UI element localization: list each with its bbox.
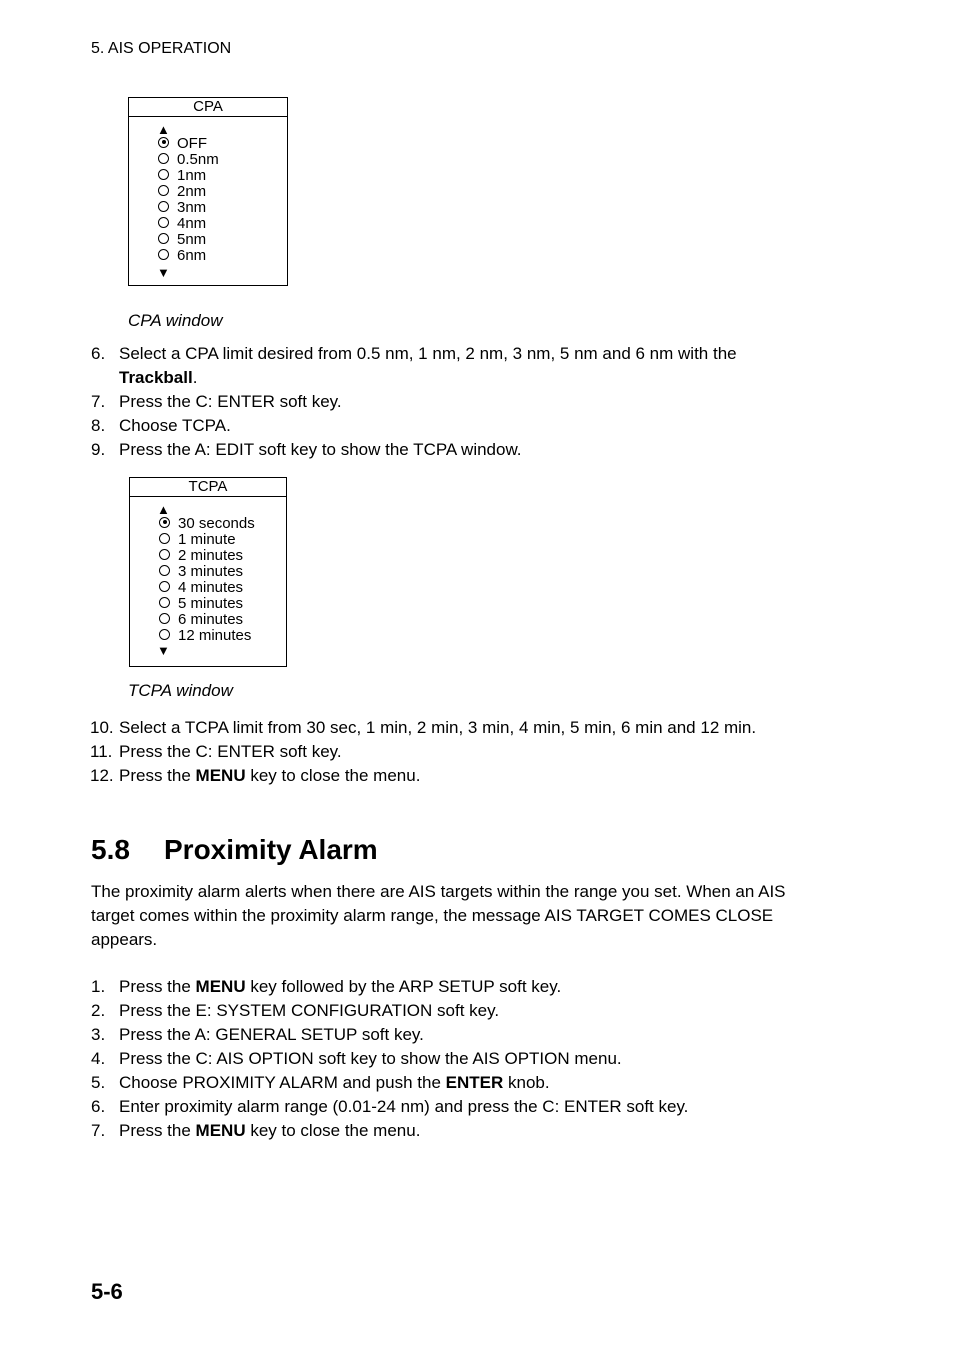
cpa-option-label: 4nm — [177, 215, 207, 232]
radio-unselected-icon[interactable] — [159, 597, 170, 608]
radio-unselected-icon[interactable] — [158, 153, 169, 164]
step-text: Press the A: GENERAL SETUP soft key. — [119, 1025, 424, 1044]
radio-selected-icon[interactable] — [159, 517, 170, 528]
step-text: Press the E: SYSTEM CONFIGURATION soft key. — [119, 1001, 500, 1020]
step-emphasis: MENU — [195, 766, 246, 785]
radio-unselected-icon[interactable] — [159, 581, 170, 592]
cpa-option-label: 1nm — [177, 167, 207, 184]
step-text: Press the — [119, 977, 196, 996]
step-item — [91, 342, 811, 390]
step-text: Press the C: AIS OPTION soft key to show the AIS OPTION menu. — [119, 1049, 622, 1068]
step-item — [91, 414, 811, 438]
step-item — [91, 438, 811, 462]
cpa-option[interactable] — [158, 168, 206, 184]
step-text: Choose PROXIMITY ALARM and push the — [119, 1073, 446, 1092]
section-intro: The proximity alarm alerts when there are AIS targets within the range you set. When an AIS target comes within the proximity alarm range, the message AIS TARGET COMES CLOSE appears. — [91, 882, 786, 949]
radio-unselected-icon[interactable] — [159, 549, 170, 560]
cpa-option-label: 0.5nm — [177, 151, 219, 168]
radio-unselected-icon[interactable] — [158, 201, 169, 212]
cpa-option[interactable] — [158, 184, 206, 200]
cpa-option-label: 6nm — [177, 247, 207, 264]
radio-unselected-icon[interactable] — [158, 233, 169, 244]
step-number: 7. — [91, 392, 106, 411]
step-text: Press the — [119, 766, 196, 785]
radio-unselected-icon[interactable] — [159, 565, 170, 576]
step-item — [91, 740, 851, 764]
radio-unselected-icon[interactable] — [159, 533, 170, 544]
cpa-window-caption: CPA window — [128, 311, 223, 330]
cpa-option[interactable] — [158, 232, 206, 248]
step-number: 12. — [90, 766, 114, 785]
step-text: . — [192, 368, 198, 387]
step-emphasis: Trackball — [119, 368, 193, 387]
tcpa-option[interactable] — [159, 532, 236, 548]
tcpa-option[interactable] — [159, 564, 243, 580]
scroll-up-arrow-icon[interactable]: ▲ — [157, 502, 170, 517]
cpa-option[interactable] — [158, 248, 206, 264]
step-text: Select a TCPA limit from 30 sec, 1 min, 2 min, 3 min, 4 min, 5 min, 6 min and 12 min. — [119, 718, 757, 737]
section-number: 5.8 — [91, 834, 130, 865]
step-text: Press the — [119, 1121, 196, 1140]
step-text: Press the C: ENTER soft key. — [119, 392, 342, 411]
radio-selected-icon[interactable] — [158, 137, 169, 148]
tcpa-window-caption: TCPA window — [128, 681, 233, 700]
tcpa-option-label: 3 minutes — [178, 563, 244, 580]
step-item — [91, 1119, 851, 1143]
step-number: 11. — [90, 742, 113, 761]
tcpa-option-label: 30 seconds — [178, 515, 255, 532]
running-header: 5. AIS OPERATION — [91, 40, 232, 57]
step-number: 1. — [91, 977, 106, 996]
radio-unselected-icon[interactable] — [159, 629, 170, 640]
steps-list-a — [91, 342, 811, 462]
cpa-option[interactable] — [158, 200, 206, 216]
tcpa-option[interactable] — [159, 628, 251, 644]
step-item — [91, 1023, 851, 1047]
cpa-option-label: OFF — [177, 135, 207, 152]
step-item — [91, 716, 851, 740]
tcpa-option-label: 12 minutes — [178, 627, 252, 644]
step-text: knob. — [503, 1073, 550, 1092]
scroll-down-arrow-icon[interactable]: ▼ — [157, 265, 170, 280]
step-text: Select a CPA limit desired from 0.5 nm, 1 nm, 2 nm, 3 nm, 5 nm and 6 nm with the — [119, 344, 737, 363]
tcpa-option-label: 5 minutes — [178, 595, 244, 612]
tcpa-option-label: 1 minute — [178, 531, 236, 548]
step-number: 5. — [91, 1073, 106, 1092]
cpa-option[interactable] — [158, 136, 207, 152]
radio-unselected-icon[interactable] — [159, 613, 170, 624]
step-item — [91, 1095, 851, 1119]
step-item — [91, 390, 811, 414]
cpa-option-label: 3nm — [177, 199, 207, 216]
tcpa-option[interactable] — [159, 612, 243, 628]
step-text: key to close the menu. — [245, 766, 421, 785]
page-number: 5-6 — [91, 1279, 123, 1304]
tcpa-option[interactable] — [159, 596, 243, 612]
step-number: 8. — [91, 416, 106, 435]
step-number: 2. — [91, 1001, 106, 1020]
tcpa-window — [129, 477, 287, 667]
step-emphasis: MENU — [195, 1121, 246, 1140]
step-text: Enter proximity alarm range (0.01-24 nm) and press the C: ENTER soft key. — [119, 1097, 689, 1116]
step-text: key to close the menu. — [245, 1121, 421, 1140]
step-item — [91, 1047, 851, 1071]
radio-unselected-icon[interactable] — [158, 169, 169, 180]
cpa-window — [128, 97, 288, 286]
cpa-option[interactable] — [158, 216, 206, 232]
step-text: Press the C: ENTER soft key. — [119, 742, 342, 761]
cpa-window-title: CPA — [129, 98, 287, 117]
scroll-down-arrow-icon[interactable]: ▼ — [157, 643, 170, 658]
tcpa-window-title: TCPA — [130, 478, 286, 497]
step-text: Press the A: EDIT soft key to show the TCPA window. — [119, 440, 522, 459]
step-emphasis: MENU — [195, 977, 246, 996]
tcpa-option[interactable] — [159, 516, 255, 532]
cpa-option[interactable] — [158, 152, 219, 168]
step-text: Choose TCPA. — [119, 416, 231, 435]
step-text: key followed by the ARP SETUP soft key. — [245, 977, 562, 996]
steps-list-c — [91, 975, 851, 1143]
cpa-option-label: 2nm — [177, 183, 207, 200]
section-title: Proximity Alarm — [164, 834, 378, 865]
step-number: 6. — [91, 1097, 106, 1116]
step-item — [91, 764, 851, 788]
step-number: 6. — [91, 344, 106, 363]
step-number: 7. — [91, 1121, 106, 1140]
scroll-up-arrow-icon[interactable]: ▲ — [157, 122, 170, 137]
steps-list-b — [91, 716, 851, 788]
radio-unselected-icon[interactable] — [158, 249, 169, 260]
tcpa-option[interactable] — [159, 548, 243, 564]
step-number: 9. — [91, 440, 106, 459]
tcpa-option-label: 6 minutes — [178, 611, 244, 628]
tcpa-option-label: 4 minutes — [178, 579, 244, 596]
step-number: 10. — [90, 718, 114, 737]
step-item — [91, 975, 851, 999]
cpa-option-label: 5nm — [177, 231, 207, 248]
step-number: 4. — [91, 1049, 106, 1068]
radio-unselected-icon[interactable] — [158, 185, 169, 196]
tcpa-option[interactable] — [159, 580, 243, 596]
tcpa-option-label: 2 minutes — [178, 547, 244, 564]
section-heading — [91, 834, 378, 866]
radio-unselected-icon[interactable] — [158, 217, 169, 228]
step-number: 3. — [91, 1025, 106, 1044]
step-emphasis: ENTER — [445, 1073, 504, 1092]
step-item — [91, 1071, 851, 1095]
step-item — [91, 999, 851, 1023]
